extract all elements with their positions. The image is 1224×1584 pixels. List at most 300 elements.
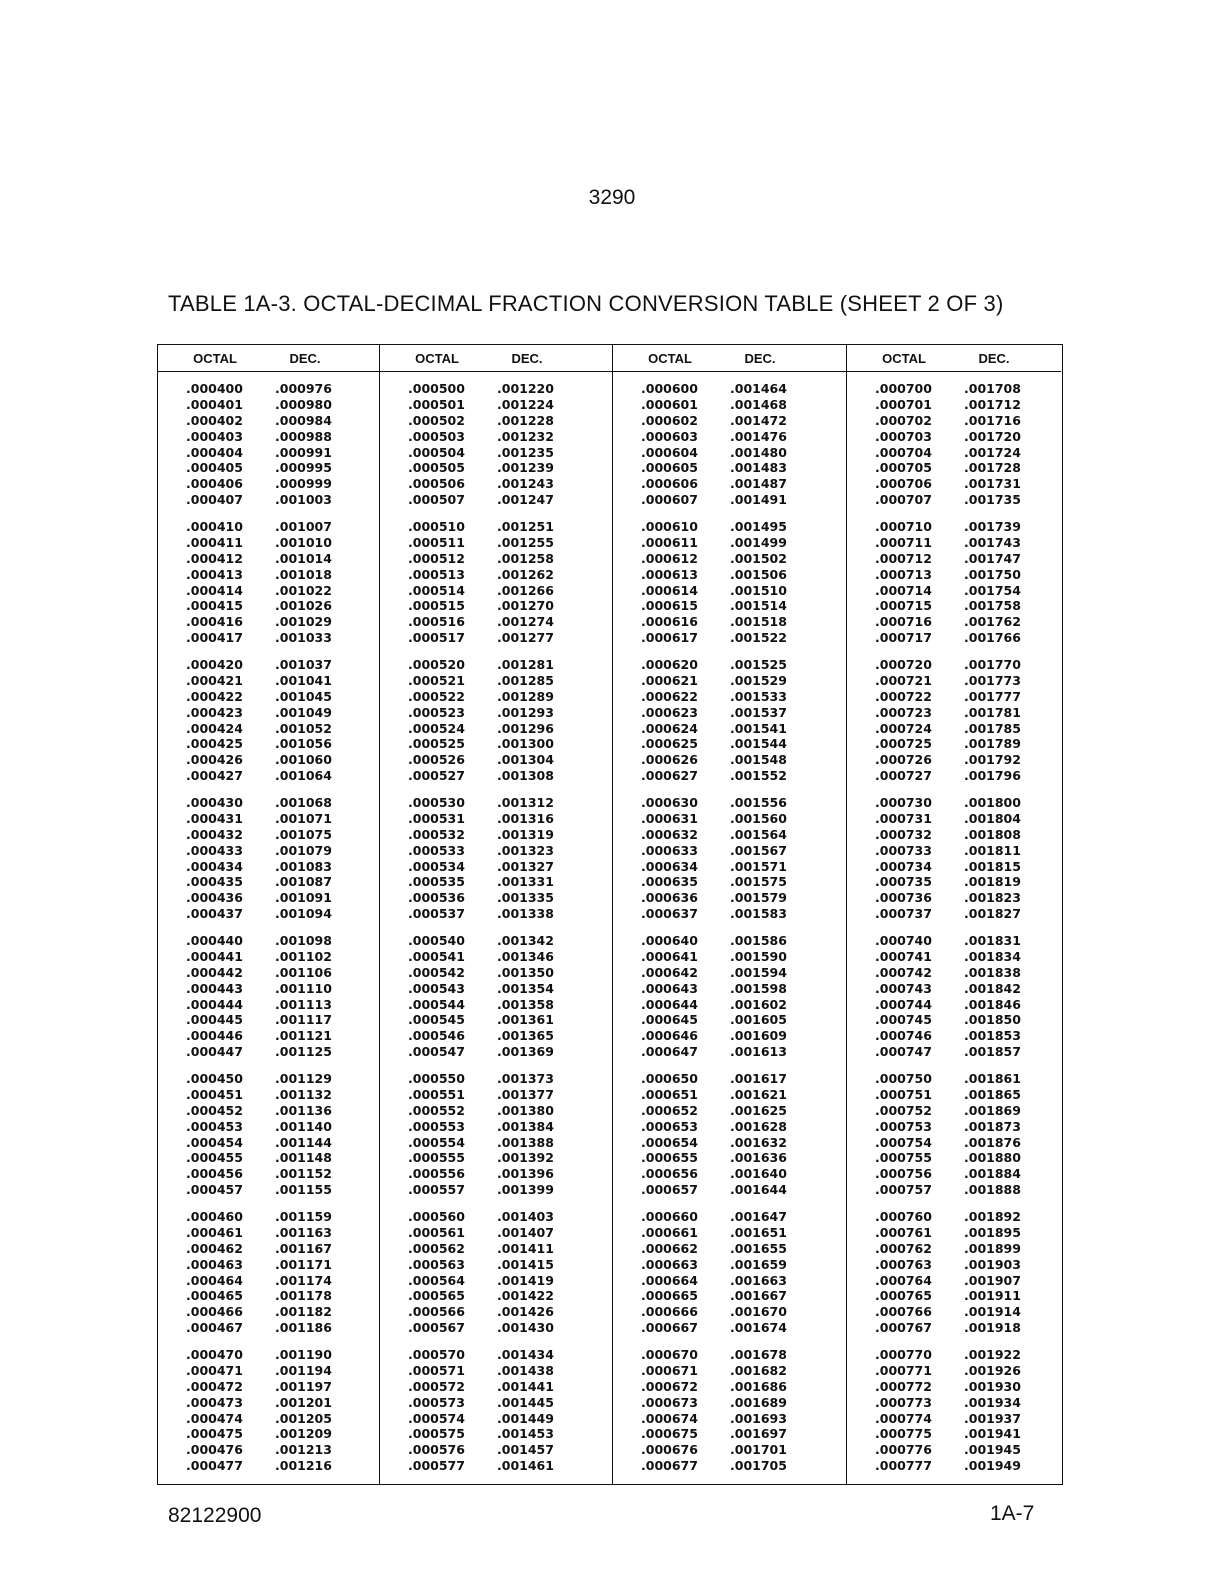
octal-value: .000452	[186, 1102, 243, 1118]
table-row	[158, 689, 379, 705]
table-row	[158, 1182, 379, 1198]
octal-value: .000644	[641, 996, 698, 1012]
octal-value: .000767	[875, 1320, 932, 1336]
table-row	[847, 614, 1061, 630]
decimal-value: .001697	[730, 1426, 787, 1442]
decimal-value: .001705	[730, 1458, 787, 1474]
octal-value: .000403	[186, 428, 243, 444]
table-row	[847, 445, 1061, 461]
table-row	[847, 705, 1061, 721]
table-row	[613, 551, 846, 567]
octal-value: .000563	[408, 1256, 465, 1272]
table-row	[380, 1347, 612, 1363]
octal-value: .000466	[186, 1304, 243, 1320]
octal-value: .000742	[875, 964, 932, 980]
decimal-value: .001541	[730, 720, 787, 736]
octal-value: .000543	[408, 980, 465, 996]
table-row	[613, 689, 846, 705]
octal-value: .000640	[641, 933, 698, 948]
decimal-value: .001422	[497, 1288, 554, 1304]
octal-value: .000457	[186, 1182, 243, 1198]
table-row	[380, 1087, 612, 1103]
decimal-value: .001049	[275, 704, 332, 720]
octal-value: .000756	[875, 1166, 932, 1182]
table-row	[158, 1442, 379, 1458]
octal-value: .000463	[186, 1256, 243, 1272]
octal-value: .000437	[186, 906, 243, 922]
table-title: TABLE 1A-3. OCTAL-DECIMAL FRACTION CONVERSION TABLE (SHEET 2 OF 3)	[168, 291, 1004, 316]
decimal-value: .001117	[275, 1012, 332, 1028]
table-row	[847, 827, 1061, 843]
table-row	[380, 811, 612, 827]
table-row	[613, 492, 846, 508]
octal-value: .000647	[641, 1044, 698, 1060]
octal-column-header: OCTAL	[882, 351, 926, 366]
decimal-value: .001102	[275, 948, 332, 964]
decimal-value: .001884	[964, 1166, 1021, 1182]
octal-value: .000447	[186, 1044, 243, 1060]
decimal-value: .000988	[275, 428, 332, 444]
octal-value: .000532	[408, 826, 465, 842]
decimal-value: .001308	[497, 768, 554, 784]
octal-value: .000461	[186, 1224, 243, 1240]
table-row	[847, 949, 1061, 965]
decimal-value: .001201	[275, 1394, 332, 1410]
table-row	[158, 933, 379, 949]
decimal-value: .001739	[964, 519, 1021, 534]
table-row	[847, 859, 1061, 875]
octal-value: .000624	[641, 720, 698, 736]
octal-value: .000723	[875, 704, 932, 720]
decimal-value: .001136	[275, 1102, 332, 1118]
table-row	[380, 1426, 612, 1442]
octal-value: .000523	[408, 704, 465, 720]
octal-value: .000443	[186, 980, 243, 996]
decimal-value: .001670	[730, 1304, 787, 1320]
table-row	[158, 413, 379, 429]
column-header-row	[158, 345, 379, 372]
octal-value: .000772	[875, 1378, 932, 1394]
table-row	[847, 933, 1061, 949]
decimal-value: .001045	[275, 688, 332, 704]
table-row	[158, 705, 379, 721]
decimal-value: .001873	[964, 1118, 1021, 1134]
octal-value: .000510	[408, 519, 465, 534]
octal-value: .000524	[408, 720, 465, 736]
octal-value: .000740	[875, 933, 932, 948]
decimal-value: .001731	[964, 476, 1021, 492]
table-row	[380, 874, 612, 890]
decimal-value: .001396	[497, 1166, 554, 1182]
octal-value: .000571	[408, 1362, 465, 1378]
table-row	[613, 1209, 846, 1225]
octal-value: .000573	[408, 1394, 465, 1410]
decimal-column-header: DEC.	[978, 351, 1010, 366]
table-row	[380, 551, 612, 567]
table-row	[847, 1273, 1061, 1289]
table-row	[613, 1288, 846, 1304]
octal-value: .000721	[875, 672, 932, 688]
decimal-value: .001888	[964, 1182, 1021, 1198]
octal-value: .000774	[875, 1410, 932, 1426]
column-header-row	[613, 345, 846, 372]
octal-value: .000536	[408, 890, 465, 906]
row-group	[158, 1209, 379, 1336]
octal-value: .000653	[641, 1118, 698, 1134]
octal-value: .000776	[875, 1442, 932, 1458]
row-group	[847, 933, 1061, 1060]
octal-value: .000451	[186, 1086, 243, 1102]
decimal-value: .000980	[275, 396, 332, 412]
row-group	[613, 1071, 846, 1198]
decimal-value: .001693	[730, 1410, 787, 1426]
octal-value: .000410	[186, 519, 243, 534]
table-row	[380, 460, 612, 476]
table-row	[613, 535, 846, 551]
octal-value: .000773	[875, 1394, 932, 1410]
octal-value: .000660	[641, 1209, 698, 1224]
decimal-value: .001163	[275, 1224, 332, 1240]
octal-value: .000557	[408, 1182, 465, 1198]
decimal-value: .001792	[964, 752, 1021, 768]
octal-value: .000477	[186, 1458, 243, 1474]
octal-value: .000714	[875, 582, 932, 598]
decimal-value: .001232	[497, 428, 554, 444]
octal-value: .000574	[408, 1410, 465, 1426]
decimal-value: .001110	[275, 980, 332, 996]
decimal-value: .001663	[730, 1272, 787, 1288]
decimal-value: .001800	[964, 795, 1021, 810]
octal-value: .000626	[641, 752, 698, 768]
decimal-value: .001415	[497, 1256, 554, 1272]
table-row	[847, 567, 1061, 583]
decimal-value: .001029	[275, 614, 332, 630]
octal-value: .000435	[186, 874, 243, 890]
decimal-value: .001445	[497, 1394, 554, 1410]
decimal-value: .001747	[964, 550, 1021, 566]
decimal-value: .001091	[275, 890, 332, 906]
table-row	[158, 997, 379, 1013]
decimal-value: .001369	[497, 1044, 554, 1060]
octal-value: .000430	[186, 795, 243, 810]
table-row	[158, 1320, 379, 1336]
decimal-value: .001571	[730, 858, 787, 874]
octal-value: .000754	[875, 1134, 932, 1150]
table-row	[613, 965, 846, 981]
row-group	[158, 657, 379, 784]
table-row	[613, 981, 846, 997]
octal-value: .000423	[186, 704, 243, 720]
table-row	[380, 827, 612, 843]
table-row	[158, 1150, 379, 1166]
decimal-value: .000976	[275, 381, 332, 396]
decimal-value: .001583	[730, 906, 787, 922]
table-row	[158, 1225, 379, 1241]
table-row	[613, 1347, 846, 1363]
octal-value: .000554	[408, 1134, 465, 1150]
decimal-value: .001159	[275, 1209, 332, 1224]
octal-value: .000755	[875, 1150, 932, 1166]
decimal-value: .001384	[497, 1118, 554, 1134]
decimal-value: .001243	[497, 476, 554, 492]
decimal-value: .001808	[964, 826, 1021, 842]
decimal-value: .001361	[497, 1012, 554, 1028]
decimal-value: .001949	[964, 1458, 1021, 1474]
decimal-value: .001743	[964, 534, 1021, 550]
table-row	[613, 949, 846, 965]
table-row	[158, 736, 379, 752]
table-row	[847, 1320, 1061, 1336]
decimal-value: .001300	[497, 736, 554, 752]
decimal-value: .001922	[964, 1347, 1021, 1362]
table-row	[613, 460, 846, 476]
table-row	[847, 583, 1061, 599]
decimal-value: .001411	[497, 1240, 554, 1256]
decimal-value: .001087	[275, 874, 332, 890]
table-row	[158, 1119, 379, 1135]
octal-value: .000411	[186, 534, 243, 550]
decimal-value: .001022	[275, 582, 332, 598]
table-row	[158, 673, 379, 689]
table-row	[613, 811, 846, 827]
table-row	[158, 752, 379, 768]
octal-value: .000465	[186, 1288, 243, 1304]
octal-value: .000436	[186, 890, 243, 906]
octal-value: .000556	[408, 1166, 465, 1182]
table-row	[847, 1150, 1061, 1166]
table-row	[847, 1071, 1061, 1087]
decimal-value: .001468	[730, 396, 787, 412]
table-row	[613, 1166, 846, 1182]
table-row	[158, 551, 379, 567]
table-row	[613, 997, 846, 1013]
decimal-value: .001640	[730, 1166, 787, 1182]
octal-value: .000434	[186, 858, 243, 874]
octal-value: .000747	[875, 1044, 932, 1060]
table-row	[380, 429, 612, 445]
decimal-value: .001682	[730, 1362, 787, 1378]
decimal-value: .000991	[275, 444, 332, 460]
table-row	[380, 1044, 612, 1060]
decimal-value: .001258	[497, 550, 554, 566]
octal-value: .000634	[641, 858, 698, 874]
decimal-value: .001647	[730, 1209, 787, 1224]
octal-value: .000733	[875, 842, 932, 858]
octal-value: .000517	[408, 630, 465, 646]
decimal-value: .001144	[275, 1134, 332, 1150]
decimal-value: .001327	[497, 858, 554, 874]
decimal-value: .001106	[275, 964, 332, 980]
octal-value: .000425	[186, 736, 243, 752]
octal-value: .000641	[641, 948, 698, 964]
table-row	[380, 1320, 612, 1336]
decimal-value: .001895	[964, 1224, 1021, 1240]
decimal-value: .001632	[730, 1134, 787, 1150]
decimal-value: .001178	[275, 1288, 332, 1304]
octal-value: .000706	[875, 476, 932, 492]
table-row	[380, 768, 612, 784]
decimal-value: .001594	[730, 964, 787, 980]
decimal-value: .001750	[964, 566, 1021, 582]
table-row	[158, 811, 379, 827]
octal-value: .000636	[641, 890, 698, 906]
octal-value: .000562	[408, 1240, 465, 1256]
octal-value: .000667	[641, 1320, 698, 1336]
decimal-value: .001197	[275, 1378, 332, 1394]
decimal-value: .001659	[730, 1256, 787, 1272]
octal-value: .000664	[641, 1272, 698, 1288]
octal-column-header: OCTAL	[415, 351, 459, 366]
decimal-value: .001716	[964, 412, 1021, 428]
decimal-value: .001224	[497, 396, 554, 412]
table-row	[158, 1166, 379, 1182]
octal-value: .000565	[408, 1288, 465, 1304]
table-row	[847, 429, 1061, 445]
decimal-value: .001461	[497, 1458, 554, 1474]
octal-value: .000700	[875, 381, 932, 396]
row-group	[380, 795, 612, 922]
table-row	[613, 519, 846, 535]
table-row	[158, 657, 379, 673]
page-number: 3290	[588, 186, 636, 209]
decimal-value: .001834	[964, 948, 1021, 964]
octal-value: .000715	[875, 598, 932, 614]
decimal-value: .001380	[497, 1102, 554, 1118]
decimal-value: .001724	[964, 444, 1021, 460]
decimal-column-header: DEC.	[744, 351, 776, 366]
row-group	[158, 1347, 379, 1474]
table-row	[158, 1411, 379, 1427]
table-row	[380, 1273, 612, 1289]
octal-value: .000472	[186, 1378, 243, 1394]
decimal-value: .001892	[964, 1209, 1021, 1224]
octal-value: .000665	[641, 1288, 698, 1304]
octal-value: .000734	[875, 858, 932, 874]
decimal-value: .001945	[964, 1442, 1021, 1458]
decimal-value: .001438	[497, 1362, 554, 1378]
octal-value: .000625	[641, 736, 698, 752]
octal-value: .000707	[875, 492, 932, 508]
octal-value: .000433	[186, 842, 243, 858]
octal-value: .000646	[641, 1028, 698, 1044]
table-row	[380, 657, 612, 673]
octal-value: .000420	[186, 657, 243, 672]
decimal-value: .001728	[964, 460, 1021, 476]
octal-value: .000530	[408, 795, 465, 810]
decimal-value: .001304	[497, 752, 554, 768]
table-row	[380, 583, 612, 599]
decimal-value: .001556	[730, 795, 787, 810]
octal-value: .000627	[641, 768, 698, 784]
octal-value: .000513	[408, 566, 465, 582]
decimal-value: .001346	[497, 948, 554, 964]
row-group	[847, 519, 1061, 646]
decimal-value: .001316	[497, 810, 554, 826]
table-row	[380, 519, 612, 535]
table-row	[158, 1028, 379, 1044]
table-row	[613, 614, 846, 630]
table-row	[613, 1458, 846, 1474]
octal-value: .000440	[186, 933, 243, 948]
octal-value: .000534	[408, 858, 465, 874]
table-row	[158, 492, 379, 508]
decimal-value: .001796	[964, 768, 1021, 784]
table-row	[158, 1458, 379, 1474]
octal-value: .000540	[408, 933, 465, 948]
octal-value: .000745	[875, 1012, 932, 1028]
decimal-value: .001171	[275, 1256, 332, 1272]
table-row	[380, 1241, 612, 1257]
octal-value: .000731	[875, 810, 932, 826]
table-row	[613, 1182, 846, 1198]
octal-value: .000402	[186, 412, 243, 428]
octal-value: .000553	[408, 1118, 465, 1134]
table-row	[380, 413, 612, 429]
decimal-value: .001487	[730, 476, 787, 492]
table-row	[158, 567, 379, 583]
table-row	[613, 736, 846, 752]
decimal-value: .001056	[275, 736, 332, 752]
decimal-value: .001758	[964, 598, 1021, 614]
table-row	[158, 1044, 379, 1060]
table-row	[613, 1304, 846, 1320]
decimal-value: .001228	[497, 412, 554, 428]
decimal-value: .001209	[275, 1426, 332, 1442]
decimal-value: .001014	[275, 550, 332, 566]
table-row	[847, 1103, 1061, 1119]
row-group	[847, 795, 1061, 922]
table-row	[847, 673, 1061, 689]
table-row	[847, 1395, 1061, 1411]
decimal-value: .001052	[275, 720, 332, 736]
octal-value: .000417	[186, 630, 243, 646]
octal-value: .000662	[641, 1240, 698, 1256]
decimal-value: .001850	[964, 1012, 1021, 1028]
table-row	[158, 519, 379, 535]
octal-value: .000724	[875, 720, 932, 736]
table-row	[380, 1411, 612, 1427]
decimal-value: .000984	[275, 412, 332, 428]
octal-value: .000654	[641, 1134, 698, 1150]
decimal-value: .001060	[275, 752, 332, 768]
decimal-value: .001281	[497, 657, 554, 672]
table-row	[613, 657, 846, 673]
decimal-value: .001567	[730, 842, 787, 858]
table-row	[380, 1458, 612, 1474]
octal-value: .000757	[875, 1182, 932, 1198]
table-row	[380, 890, 612, 906]
octal-value: .000643	[641, 980, 698, 996]
table-row	[613, 874, 846, 890]
table-row	[380, 1442, 612, 1458]
decimal-value: .001811	[964, 842, 1021, 858]
row-group	[847, 657, 1061, 784]
octal-value: .000735	[875, 874, 932, 890]
table-row	[158, 827, 379, 843]
octal-value: .000462	[186, 1240, 243, 1256]
octal-value: .000414	[186, 582, 243, 598]
decimal-value: .001338	[497, 906, 554, 922]
table-row	[380, 843, 612, 859]
table-row	[847, 1135, 1061, 1151]
decimal-value: .001125	[275, 1044, 332, 1060]
octal-value: .000663	[641, 1256, 698, 1272]
octal-value: .000505	[408, 460, 465, 476]
table-row	[158, 397, 379, 413]
table-row	[847, 997, 1061, 1013]
table-row	[613, 598, 846, 614]
octal-value: .000455	[186, 1150, 243, 1166]
